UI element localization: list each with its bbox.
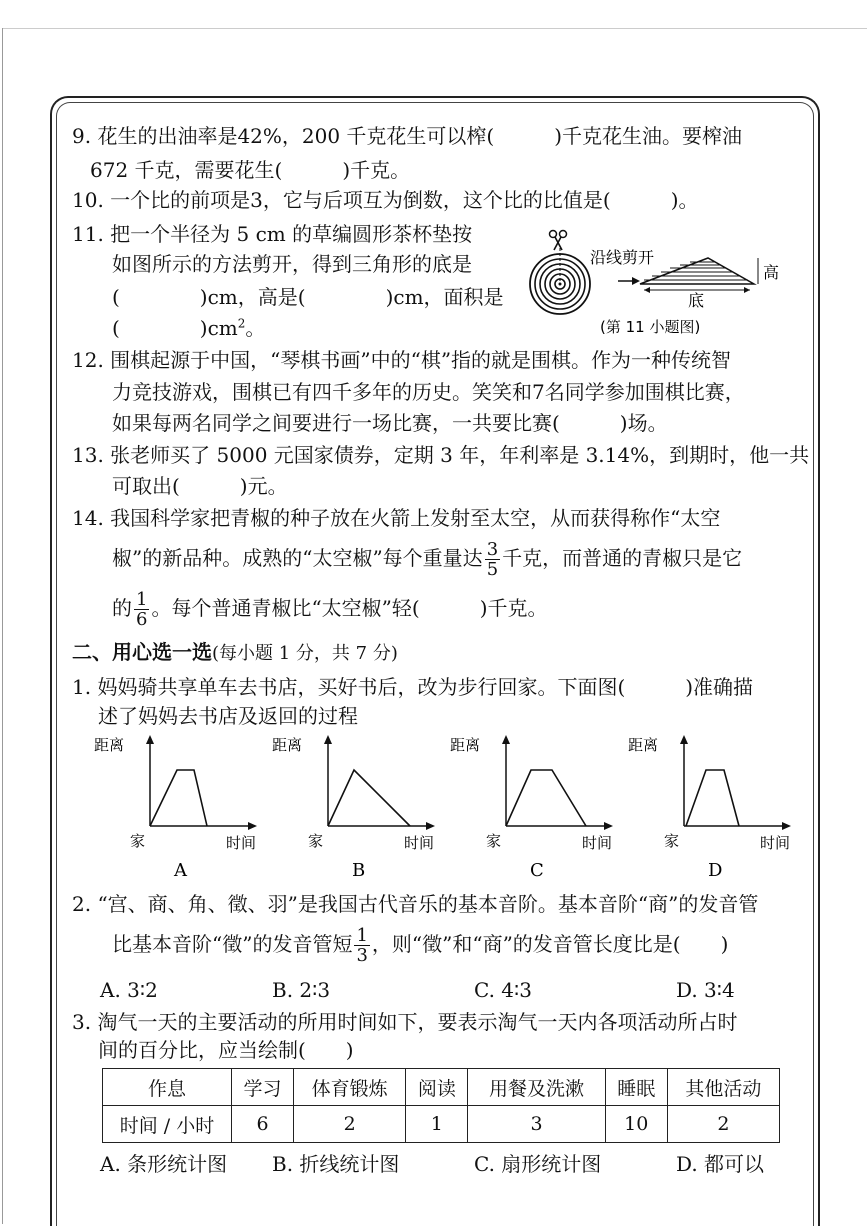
x-axis-arrow-icon xyxy=(426,822,435,830)
q11-line1: 11. 把一个半径为 5 cm 的草编圆形茶杯垫按 xyxy=(72,222,473,246)
s3-option-d: D. 都可以 xyxy=(676,1152,765,1176)
table-cell: 2 xyxy=(294,1106,406,1143)
q12-line3: 如果每两名同学之间要进行一场比赛，一共要比赛( )场。 xyxy=(112,411,668,435)
y-axis-arrow-icon xyxy=(146,735,154,744)
option-letter: B xyxy=(352,860,366,880)
q10-line1: 10. 一个比的前项是3，它与后项互为倒数，这个比的比值是( )。 xyxy=(72,188,699,212)
origin-label: 家 xyxy=(130,832,146,850)
table-header-cell: 其他活动 xyxy=(667,1069,779,1106)
y-axis-label: 距离 xyxy=(94,736,125,754)
activity-table xyxy=(102,1068,780,1143)
origin-label: 家 xyxy=(486,832,502,850)
x-axis-arrow-icon xyxy=(248,822,257,830)
x-axis-arrow-icon xyxy=(604,822,613,830)
svg-text:沿线剪开: 沿线剪开 xyxy=(590,248,655,267)
s2-option-b: B. 2∶3 xyxy=(272,978,331,1002)
fraction-1-3: $\frac{1}{3}$ xyxy=(356,925,368,966)
s2-line2: 比基本音阶“徵”的发音管短 $\frac{1}{3}$ ，则“徵”和“商”的发音管长度比是( ) xyxy=(112,925,729,966)
q13-line1: 13. 张老师买了 5000 元国家债券，定期 3 年，年利率是 3.14%，到期时，他一共 xyxy=(72,443,810,467)
q14-line1: 14. 我国科学家把青椒的种子放在火箭上发射至太空，从而获得称作“太空 xyxy=(72,506,721,530)
s3-option-b: B. 折线统计图 xyxy=(272,1152,400,1176)
fraction-3-5: $\frac{3}{5}$ xyxy=(486,539,499,580)
section2-heading: 二、用心选一选(每小题 1 分，共 7 分) xyxy=(72,640,398,664)
graph-c xyxy=(448,730,618,880)
x-axis-label: 时间 xyxy=(582,834,613,852)
table-cell: 2 xyxy=(667,1106,779,1143)
s2-line1: 2. “宫、商、角、徵、羽”是我国古代音乐的基本音阶。基本音阶“商”的发音管 xyxy=(72,892,759,916)
svg-text:高: 高 xyxy=(763,263,780,282)
y-axis-label: 距离 xyxy=(272,736,303,754)
table-cell: 时间 / 小时 xyxy=(103,1106,232,1143)
distance-curve xyxy=(686,770,739,826)
table-header-cell: 阅读 xyxy=(406,1069,468,1106)
s3-line1: 3. 淘气一天的主要活动的所用时间如下，要表示淘气一天内各项活动所占时 xyxy=(72,1010,738,1034)
graph-b xyxy=(270,730,440,880)
table-cell: 10 xyxy=(605,1106,667,1143)
table-header-cell: 用餐及洗漱 xyxy=(468,1069,605,1106)
q9-line2: 672 千克，需要花生( )千克。 xyxy=(90,158,411,182)
table-header-row xyxy=(103,1069,780,1106)
coaster-circle-icon xyxy=(530,248,590,314)
y-axis-arrow-icon xyxy=(680,735,688,744)
s3-line2: 间的百分比，应当绘制( ) xyxy=(98,1038,354,1062)
s2-option-c: C. 4∶3 xyxy=(474,978,532,1002)
x-axis-label: 时间 xyxy=(760,834,791,852)
x-axis-label: 时间 xyxy=(226,834,257,852)
x-axis-arrow-icon xyxy=(782,822,791,830)
q9-line1: 9. 花生的出油率是42%，200 千克花生可以榨( )千克花生油。要榨油 xyxy=(72,124,743,148)
y-axis-arrow-icon xyxy=(324,735,332,744)
table-header-cell: 睡眠 xyxy=(605,1069,667,1106)
s3-option-a: A. 条形统计图 xyxy=(100,1152,228,1176)
x-axis-label: 时间 xyxy=(404,834,435,852)
origin-label: 家 xyxy=(308,832,324,850)
s2-option-a: A. 3∶2 xyxy=(100,978,158,1002)
page-left-edge xyxy=(2,28,3,1224)
y-axis-label: 距离 xyxy=(628,736,659,754)
svg-text:底: 底 xyxy=(688,291,705,310)
origin-label: 家 xyxy=(664,832,680,850)
coaster-diagram xyxy=(522,218,792,338)
table-header-cell: 学习 xyxy=(232,1069,294,1106)
q11-line4: ( )$cm^2$。 xyxy=(112,316,266,340)
q12-line1: 12. 围棋起源于中国，“琴棋书画”中的“棋”指的就是围棋。作为一种传统智 xyxy=(72,348,732,372)
s2-option-d: D. 3∶4 xyxy=(676,978,735,1002)
s1-line1: 1. 妈妈骑共享单车去书店，买好书后，改为步行回家。下面图( )准确描 xyxy=(72,675,754,699)
table-cell: 6 xyxy=(232,1106,294,1143)
s3-option-c: C. 扇形统计图 xyxy=(474,1152,602,1176)
page-top-edge xyxy=(2,28,867,29)
y-axis-label: 距离 xyxy=(450,736,481,754)
distance-curve xyxy=(506,770,586,826)
triangle-shape xyxy=(640,258,754,284)
option-letter: A xyxy=(174,860,187,880)
scissors-icon xyxy=(550,231,567,251)
graph-a xyxy=(92,730,262,880)
distance-curve xyxy=(150,770,207,826)
option-letter: C xyxy=(530,860,544,880)
table-row xyxy=(103,1106,780,1143)
q11-line3: ( )cm，高是( )cm，面积是 xyxy=(112,285,504,309)
q12-line2: 力竞技游戏，围棋已有四千多年的历史。笑笑和7名同学参加围棋比赛， xyxy=(112,380,745,404)
q13-line2: 可取出( )元。 xyxy=(112,474,288,498)
y-axis-arrow-icon xyxy=(502,735,510,744)
q11-line2: 如图所示的方法剪开，得到三角形的底是 xyxy=(112,252,472,276)
fraction-1-6: $\frac{1}{6}$ xyxy=(136,589,148,630)
q11-figure xyxy=(522,218,792,338)
q14-line2: 椒”的新品种。成熟的“太空椒”每个重量达 $\frac{3}{5}$ 千克，而普通的青椒只是它 xyxy=(112,539,743,580)
s1-line2: 述了妈妈去书店及返回的过程 xyxy=(98,704,358,728)
table-cell: 3 xyxy=(468,1106,605,1143)
distance-curve xyxy=(328,770,410,826)
option-letter: D xyxy=(708,860,723,880)
table-header-cell: 体育锻炼 xyxy=(294,1069,406,1106)
q14-line3: 的 $\frac{1}{6}$ 。每个普通青椒比“太空椒”轻( )千克。 xyxy=(112,589,548,630)
table-header-cell: 作息 xyxy=(103,1069,232,1106)
svg-text:(第 11 小题图): (第 11 小题图) xyxy=(600,318,701,336)
table-cell: 1 xyxy=(406,1106,468,1143)
graph-d xyxy=(626,730,796,880)
